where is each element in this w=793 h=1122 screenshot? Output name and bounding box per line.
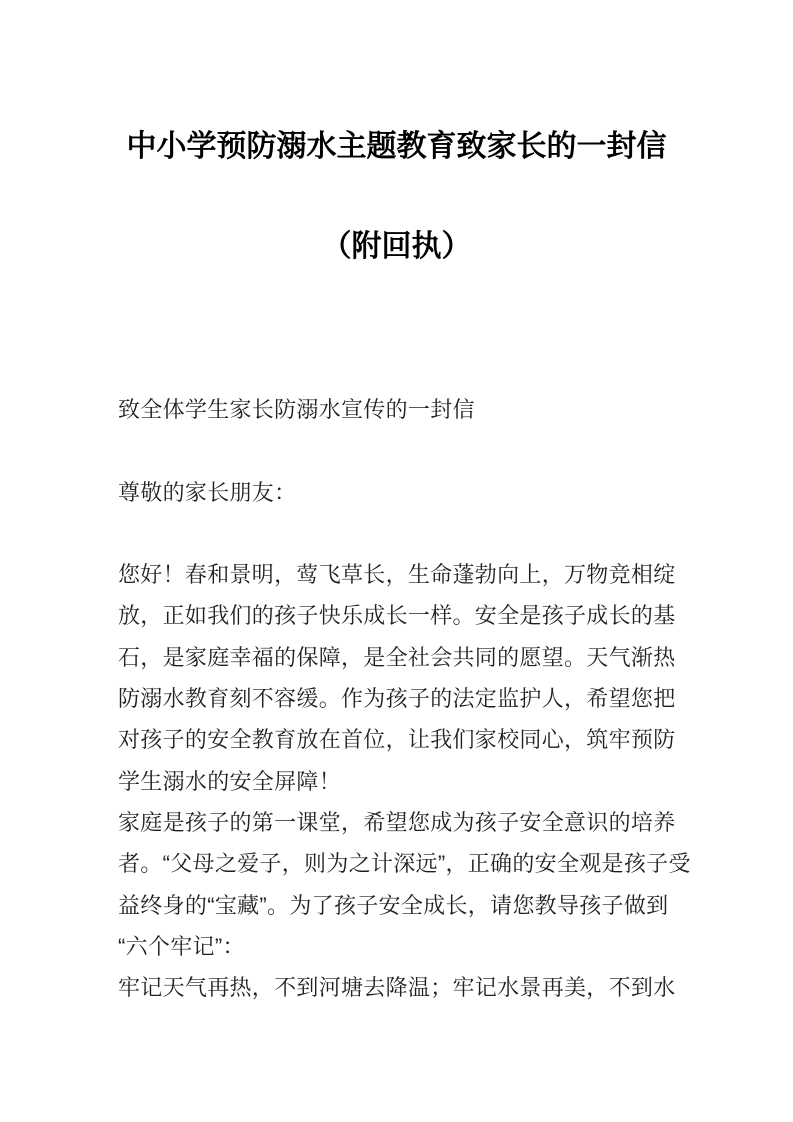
body-line: 您好！春和景明，莺飞草长，生命蓬勃向上，万物竞相绽 [118,562,676,588]
body-line: 放，正如我们的孩子快乐成长一样。安全是孩子成长的基 [118,603,676,629]
body-line: 对孩子的安全教育放在首位，让我们家校同心，筑牢预防 [118,727,676,753]
body-line: “六个牢记”： [118,933,245,959]
body-line: 防溺水教育刻不容缓。作为孩子的法定监护人，希望您把 [118,686,676,712]
body-line [118,513,738,554]
body-line: 者。“父母之爱子，则为之计深远”，正确的安全观是孩子受 [118,851,691,877]
body-line: 致全体学生家长防溺水宣传的一封信 [118,397,475,422]
body-line: 牢记天气再热，不到河塘去降温；牢记水景再美，不到水 [118,975,676,1001]
body-line [118,430,738,471]
document-subtitle: （附回执） [321,230,472,263]
document-body [118,389,738,1008]
body-line: 学生溺水的安全屏障！ [118,768,342,794]
document-title: 中小学预防溺水主题教育致家长的一封信 [126,130,667,163]
body-line: 家庭是孩子的第一课堂，希望您成为孩子安全意识的培养 [118,809,676,835]
body-line: 益终身的“宝藏”。为了孩子安全成长，请您教导孩子做到 [118,892,669,918]
body-line: 石，是家庭幸福的保障，是全社会共同的愿望。天气渐热 [118,644,676,670]
body-line: 尊敬的家长朋友： [118,479,297,505]
